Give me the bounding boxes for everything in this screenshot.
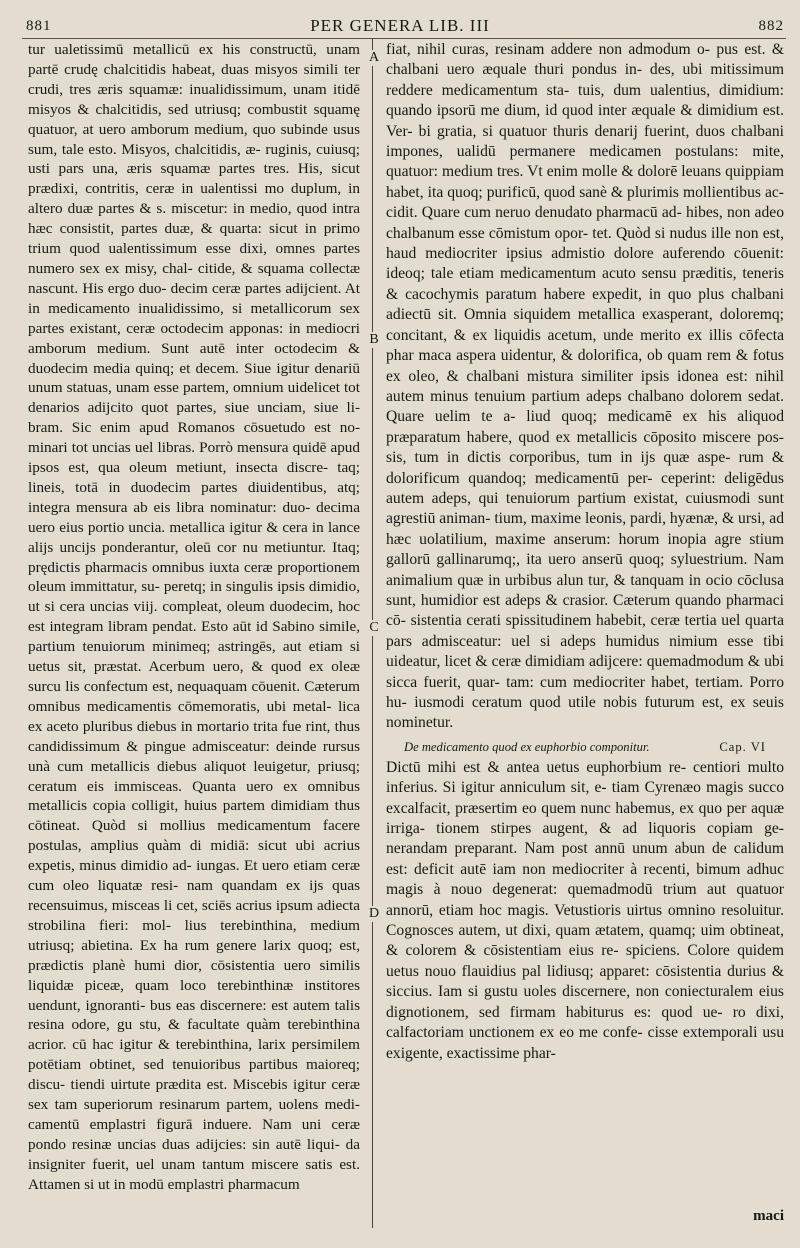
margin-letter-d: D	[368, 906, 380, 921]
right-column-text-before: fiat, nihil curas, resinam addere non admodum o- pus est. & chalbani uero æquale thuri pondus in- des, ubi mitissimum reddere medicamentum sta- tuis, dum ualentius, dimidium: quando ipsorū me dium, id quod inter æquale & dimidium est. Ver- bi gratia, si quatuor thuris denarij fuerint, duos chalbani impones, ualidū permanere medicamen postulans: mite, quatuor: medium tres. Vt enim molle & dolorē leuans quippiam habet, ita quoq; purificū, quod sanè & plurimis mollientibus ac- cidit. Quare cum neruo denudato pharmacū ad- hibes, non adeo chalbanum esse cōmistum opor- tet. Quòd si nudus ille non est, haud mediocriter ipsius admistio dolore auferendo cōuenit: ideoq; tale etiam medicamentum acuto sensu præditis, teneris & cacochymis paratum habere expedit, in quo plus chalbani adiectū sit. Omnia siquidem metallica exasperant, doloremq; concitant, & ex liquidis acetum, unde merito ex illis cōfecta phar maca aspera uidentur, & dolorifica, ob quam rem & fotus ex oleo, & chalbani mistura similiter ipsis idonea est: nihil autem minus tenuium partium adeps chalbano dolorem sedat. Quare uelim te a- liud quoq; medicamē ex his aliquod præparatum habere, quod ex metallicis cōposito miscere pos- sis, tum in dictis corporibus, tum in ijs quæ aspe- rum & dolorificum quandoq; medicamentū per- ceperint: deligēdus autem adeps, qui tenuiorum partium existat, cuiusmodi sunt agrestiū animan- tium, maxime leonis, pardi, hyænæ, & ursi, ad hæc uolatilium, maxime anserum: horum inopia agre stium gallorū gallinarumq;, ita uero anserū quoq; syluestrium. Nam animalium quæ in urbibus alun tur, & tanquam in ocio cōclusa sunt, humidior est adeps & crasior. Cæterum quando pharmaci cō- sistentia cerati spissitudinem habebit, ceræ tertia uel quarta pars admisceatur: uel si adeps humidus nimium esse tibi uideatur, licet & ceræ dimidiam adijcere: quemadmodum & ubi sicca fuerit, quar- tam: cum mediocriter habet, tertiam. Porro hu- iusmodi ceratum quod utile nobis futurum est, ex seuis nominetur.	[386, 41, 784, 732]
folio-left: 881	[26, 18, 52, 34]
margin-letter-b: B	[367, 332, 381, 348]
left-column-text: tur ualetissimū metallicū ex his constructū, unam partē crudę chalcitidis habeat, duas misyos simili ter crudi, tres æris squamæ: inualidissimum, unam itidē misyos & chalcitidis, sed utriusq; combustit squamę quatuor, at uero amborum medium, quo subinde usus sum, tale esto. Misyos, chalcitidis, æ- ruginis, cuiusq; usti pars una, æris squamæ partes tres. His, sicut prædixi, contritis, ceræ in ualentissi mo duplum, in altero duæ partes & s. miscetur: in medio, quod intra hæc consistit, partes duæ, & quarta: sicut in primo trium quod ualentissimum esse dixi, omnes partes numero sex ex misy, chal- citide, & squama collectæ nascunt. His ergo duo- decim ceræ partes adijcient. At in medicamento inualidissimo, si metallicorum sex partes existant, ceræ octodecim apponas: in mediocri amborum medium. Sunt autē inter octodecim & duodecim media quinq; et decem. Siue igitur denariū unum statuas, unam esse partem, omnium uidelicet tot denarios adijcito quot partes, siue unciam, siue li- bram. Sic enim apud Romanos cōsuetudo est no- minari tot uncias uel libras. Porrò mensura quidē apud ipsos est, qua oleum metiunt, insecta discre- taq; lineis, totā in duodecim partes diuidentibus, atq; integra mensura ab eis libra nominatur: duo- decima uero eius portio uncia. metallica igitur & cera in lance alijs uncijs ponderantur, oleū cor nu metiuntur. Itaq; prędictis pharmacis omnibus iuxta ceræ proportionem oleum immittatur, su- peretq; in singulis ipsis dimidio, ut si cera uncias viij. compleat, oleum duodecim, hoc est integram libram pendat. Esto aūt id Sabino simile, partium tenuiorum minimeq; astringēs, aut etiam si uetus sit, præstat. Acerbum uero, & quod ex oleæ surcu lis confectum est, nequaquam cōuenit. Cæterum omnibus medicamentis cōmemoratis, ubi metal- lica ex aceto pluribus diebus in mortario trita fue rint, thus candidissimum & pingue admisceatur: deinde rursus unà cum metallicis diebus aliquot leuigetur, priusq; ceratum eis immisceas. Quanta uero ex omnibus metallicis copia colligit, huius partem dimidiam thus cōtineat. Quòd si mollius medicamentum facere postulas, amplius quàm di midiā: sicut ubi acrius expetis, minus dimidio ad- iungas. Et uero etiam ceræ cum oleo liquatæ resi- nam quandam ex ijs quas recensuimus, misceas li cet, sciēs acrius ipsum adiecta strobilina fieri: mol- lius terebinthina, medium utriusq; abietina. Ex ha rum genere larix quoq; est, prædictis planè humi dior, cōsistentia uero similis liquidæ piceæ, quam loco terebinthinæ institores uendunt, ignoranti- bus eas discernere: est autem talis resina odore, gu stu, & facultate quàm terebinthina acrior. cū hac igitur & terebinthina, larix persimilem potētiam obtinet, sed tenuioribus partibus maioreq; discu- tiendi uirtute prædita est. Miscebis igitur ceræ sex tam superiorum resinarum partem, uolens medi- camentū emplastri figurā induere. Nam uni ceræ pondo resinæ uncias duas adijcies: sin autē liqui- da insigniter fuerit, uel unam tantum miscere satis est. Attamen si ut in modū emplastri pharmacum	[28, 41, 360, 1193]
margin-letter-a: A	[368, 50, 380, 65]
page-header	[0, 14, 800, 40]
header-rule	[22, 38, 786, 39]
catchword: maci	[753, 1208, 784, 1224]
folio-right: 882	[758, 18, 784, 34]
running-title: PER GENERA LIB. III	[310, 16, 490, 35]
right-column	[386, 40, 784, 1064]
chapter-number: Cap. VI	[719, 739, 766, 754]
right-column-text-after: Dictū mihi est & antea uetus euphorbium re- centiori multo inferius. Si igitur anniculum sit, e- tiam Cyrenæo magis succo excalfacit, præsertim eo quem nunc habemus, ex quo per aquæ irriga- tionem stirpes augent, & ad liquoris copiam ge- nerandam preparant. Nam post annū unum abun de calidum est: deficit autē iam non mediocriter à recenti, bimum adhuc magis à nouo degenerat: quemadmodū trium aut quatuor annorū, etiam hoc magis. Vetustioris uirtus omnino resoluitur. Cognosces autem, ut dixi, quam ætatem, quamq; uim obtineat, & colorem & cōsistentiam eius re- spiciens. Colore quidem uetus nouo flauidius pal lidiusq; apparet: cōsistentia durius & siccius. Iam si gustu uoles discernere, non coniecturalem eius dignotionem, sed firmam habiturus es: quod ue- ro dixi, calfactoriam unctionem ex eo me confe- cisse extemporali usu exigente, exactissime phar-	[386, 758, 784, 1062]
chapter-heading	[404, 738, 766, 756]
left-column	[28, 40, 360, 1195]
margin-letter-c: C	[367, 620, 381, 636]
chapter-title: De medicamento quod ex euphorbio componitur.	[404, 739, 650, 754]
